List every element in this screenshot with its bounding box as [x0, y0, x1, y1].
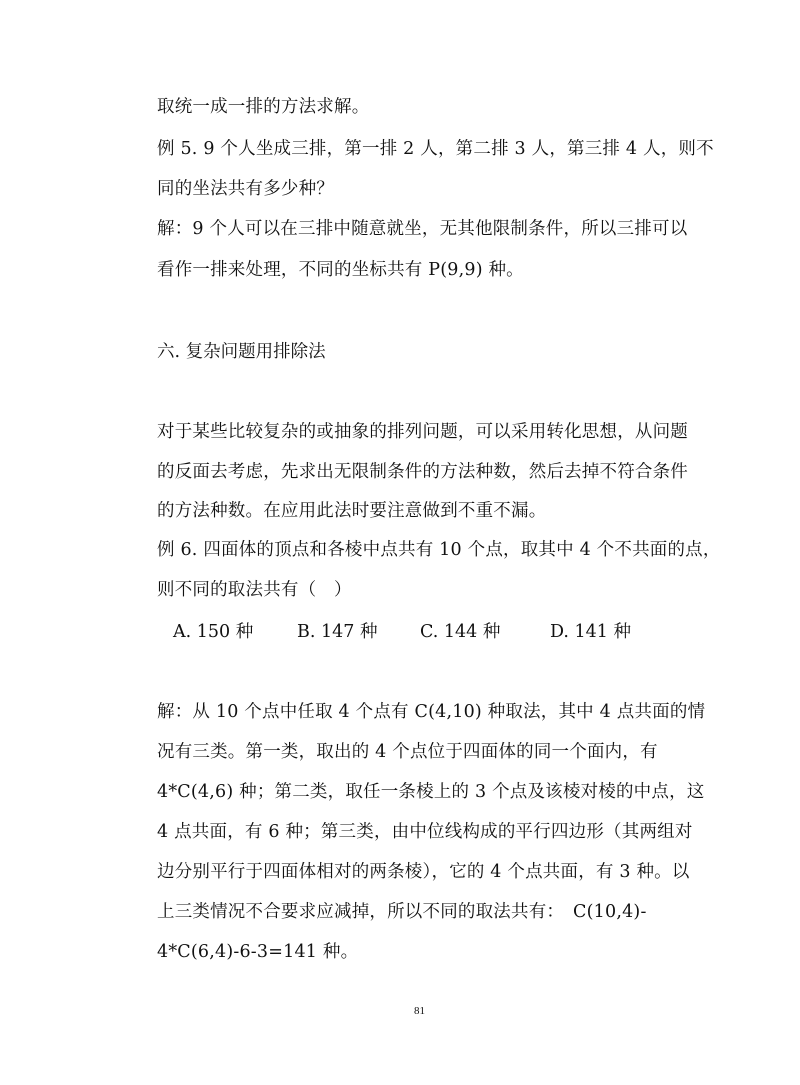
- example-5-solution-line-2: 看作一排来处理，不同的坐标共有 P(9,9) 种。: [157, 260, 524, 280]
- example-6-question-line-2: 则不同的取法共有（ ）: [157, 580, 352, 600]
- section-6-paragraph-line-1: 对于某些比较复杂的或抽象的排列问题，可以采用转化思想，从问题: [157, 422, 688, 442]
- section-6-heading: 六. 复杂问题用排除法: [157, 342, 326, 362]
- option-b: B. 147 种: [297, 622, 378, 642]
- option-d: D. 141 种: [550, 622, 631, 642]
- page-number: 81: [414, 1005, 425, 1017]
- example-6-solution-line-4: 4 点共面，有 6 种；第三类，由中位线构成的平行四边形（其两组对: [157, 822, 693, 842]
- example-6-solution-line-3: 4*C(4,6) 种；第二类，取任一条棱上的 3 个点及该棱对棱的中点，这: [157, 782, 705, 802]
- example-6-question-line-1: 例 6. 四面体的顶点和各棱中点共有 10 个点，取其中 4 个不共面的点，: [157, 540, 721, 560]
- example-6-solution-line-5: 边分别平行于四面体相对的两条棱），它的 4 个点共面，有 3 种。以: [157, 862, 690, 882]
- example-6-solution-line-6: 上三类情况不合要求应减掉，所以不同的取法共有： C(10,4)-: [157, 902, 647, 922]
- section-6-paragraph-line-2: 的反面去考虑，先求出无限制条件的方法种数，然后去掉不符合条件: [157, 462, 688, 482]
- option-c: C. 144 种: [420, 622, 501, 642]
- example-6-solution-line-7: 4*C(6,4)-6-3=141 种。: [157, 942, 359, 962]
- example-6-solution-line-1: 解：从 10 个点中任取 4 个点有 C(4,10) 种取法，其中 4 点共面的情: [157, 702, 706, 722]
- example-6-solution-line-2: 况有三类。第一类，取出的 4 个点位于四面体的同一个面内，有: [157, 742, 658, 762]
- option-a: A. 150 种: [173, 622, 254, 642]
- example-5-question-line-1: 例 5. 9 个人坐成三排，第一排 2 人，第二排 3 人，第三排 4 人，则不: [157, 139, 714, 159]
- section-6-paragraph-line-3: 的方法种数。在应用此法时要注意做到不重不漏。: [157, 501, 547, 521]
- intro-text-line: 取统一成一排的方法求解。: [157, 97, 370, 117]
- example-5-solution-line-1: 解：9 个人可以在三排中随意就坐，无其他限制条件，所以三排可以: [157, 219, 688, 239]
- example-5-question-line-2: 同的坐法共有多少种？: [157, 179, 334, 199]
